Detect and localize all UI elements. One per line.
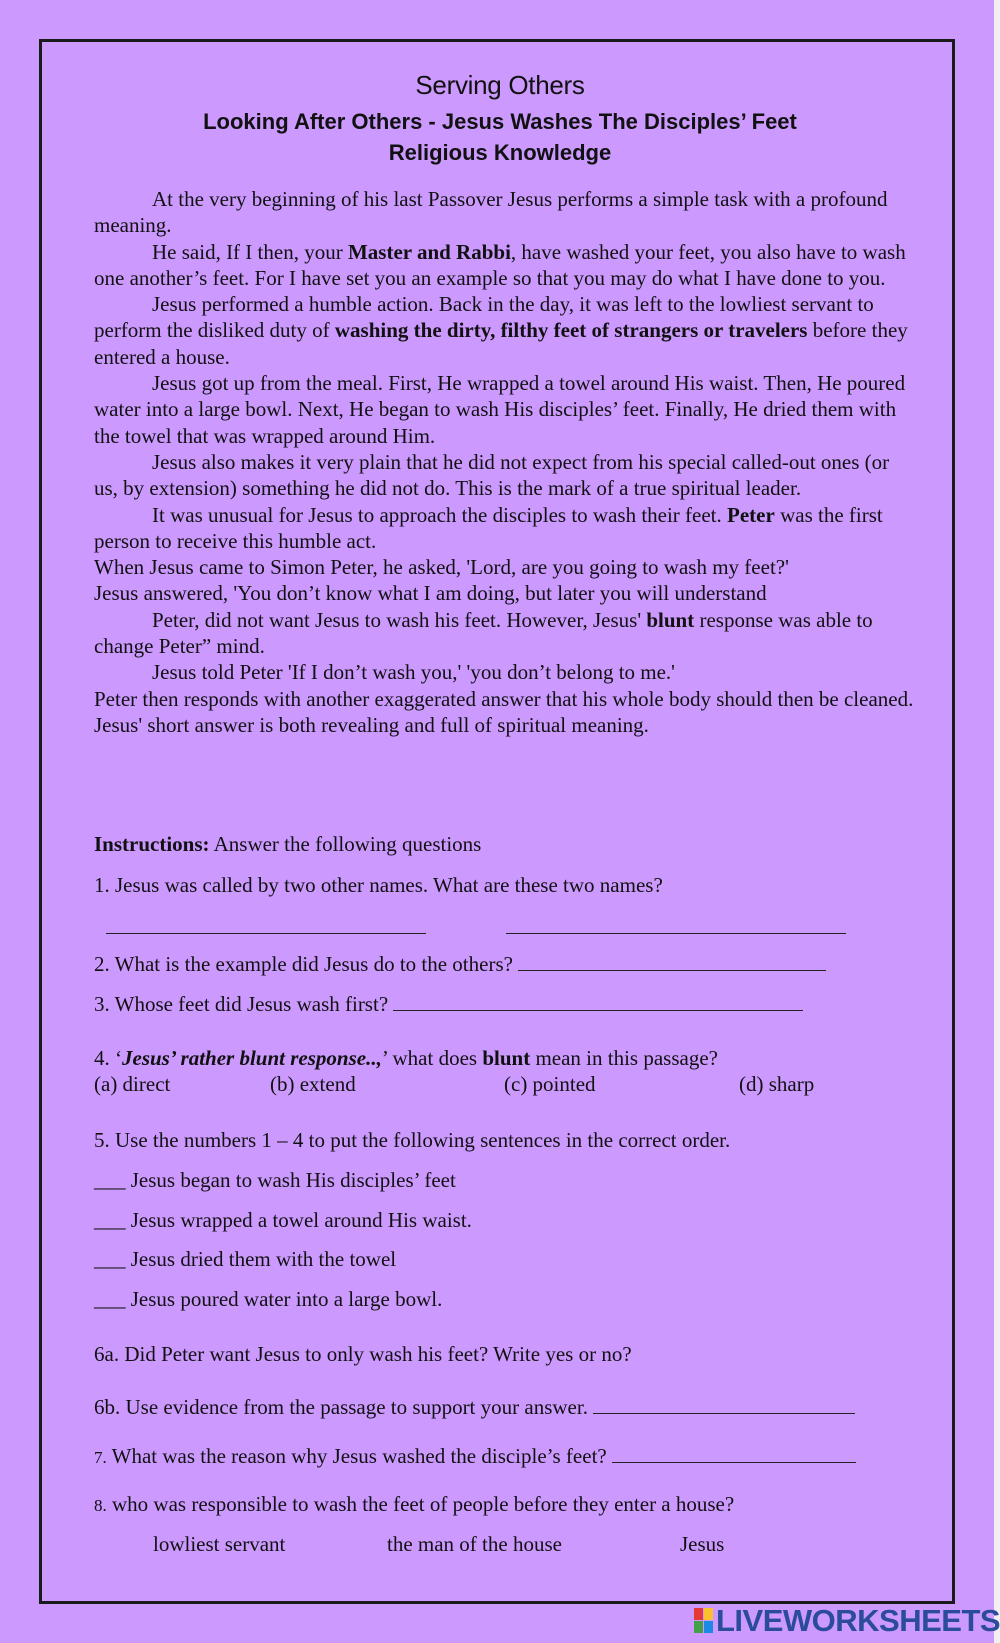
instructions: Instructions: Answer the following questions	[94, 832, 482, 856]
passage-paragraph: It was unusual for Jesus to approach the disciples to wash their feet. Peter was the first person to receive this humble act.	[94, 502, 883, 553]
q4-option-c[interactable]: (c) pointed	[504, 1072, 596, 1096]
question-4: 4. ‘Jesus’ rather blunt response..,’ what does blunt mean in this passage?	[94, 1046, 718, 1070]
question-1: 1. Jesus was called by two other names. What are these two names?	[94, 873, 663, 897]
passage-paragraph: Jesus answered, 'You don’t know what I am doing, but later you will understand	[94, 581, 767, 606]
q4-option-b[interactable]: (b) extend	[270, 1072, 356, 1096]
q8-choice[interactable]: Jesus	[680, 1532, 725, 1556]
q3-answer-line[interactable]	[393, 992, 803, 1011]
reading-passage	[94, 186, 914, 738]
question-6b: 6b. Use evidence from the passage to support your answer.	[94, 1395, 855, 1420]
q7-answer-line[interactable]	[612, 1444, 856, 1463]
liveworksheets-brand	[694, 1605, 1000, 1637]
passage-paragraph: He said, If I then, your Master and Rabbi, have washed your feet, you also have to wash one another’s feet. For I have set you an example so that you may do what I have done to you.	[94, 239, 906, 290]
subject-label: Religious Knowledge	[388, 140, 612, 165]
q5-order-item[interactable]: ___ Jesus poured water into a large bowl.	[94, 1287, 443, 1311]
question-7: 7. What was the reason why Jesus washed the disciple’s feet?	[94, 1444, 856, 1469]
passage-paragraph: Jesus performed a humble action. Back in the day, it was left to the lowliest servant to perform the disliked duty of washing the dirty, filthy feet of strangers or travelers before they entered a house.	[94, 292, 908, 369]
liveworksheets-logo-icon	[694, 1608, 714, 1634]
q5-order-item[interactable]: ___ Jesus began to wash His disciples’ feet	[94, 1168, 456, 1192]
question-5: 5. Use the numbers 1 – 4 to put the following sentences in the correct order.	[94, 1128, 731, 1152]
brand-name: LIVEWORKSHEETS	[716, 1603, 1000, 1638]
question-2: 2. What is the example did Jesus do to the others?	[94, 952, 826, 977]
q4-option-a[interactable]: (a) direct	[94, 1072, 171, 1096]
passage-paragraph: At the very beginning of his last Passover Jesus performs a simple task with a profound meaning.	[94, 187, 888, 238]
passage-paragraph: Jesus told Peter 'If I don’t wash you,' 'you don’t belong to me.'	[152, 660, 675, 685]
question-8: 8. who was responsible to wash the feet of people before they enter a house?	[94, 1492, 735, 1516]
question-6a: 6a. Did Peter want Jesus to only wash his feet? Write yes or no?	[94, 1342, 632, 1366]
q5-order-item[interactable]: ___ Jesus wrapped a towel around His waist.	[94, 1208, 472, 1232]
q8-choice[interactable]: the man of the house	[387, 1532, 562, 1556]
q8-choice[interactable]: lowliest servant	[153, 1532, 286, 1556]
passage-paragraph: Jesus also makes it very plain that he did not expect from his special called-out ones (or us, by extension) something he did not do. This is the mark of a true spiritual leader.	[94, 449, 890, 501]
q1-answer-line-1[interactable]	[106, 933, 426, 934]
page-edge	[994, 0, 1000, 1643]
q5-order-item[interactable]: ___ Jesus dried them with the towel	[94, 1247, 397, 1271]
q4-option-d[interactable]: (d) sharp	[739, 1072, 815, 1096]
passage-paragraph: Peter then responds with another exaggerated answer that his whole body should then be cleaned. Jesus' short answer is both revealing and full of spiritual meaning.	[94, 686, 914, 737]
passage-paragraph: Jesus got up from the meal. First, He wrapped a towel around His waist. Then, He poured water into a large bowl. Next, He began to wash His disciples’ feet. Finally, He dried them with the towel that was wrapped around Him.	[94, 371, 906, 448]
passage-paragraph: Peter, did not want Jesus to wash his feet. However, Jesus' blunt response was able to change Peter” mind.	[94, 607, 873, 659]
page-title: Serving Others	[415, 70, 585, 100]
passage-paragraph: When Jesus came to Simon Peter, he asked, 'Lord, are you going to wash my feet?'	[94, 555, 789, 580]
q2-answer-line[interactable]	[518, 952, 826, 971]
q6b-answer-line[interactable]	[593, 1395, 855, 1414]
q1-answer-line-2[interactable]	[506, 933, 846, 934]
page-subtitle: Looking After Others - Jesus Washes The Disciples’ Feet	[203, 109, 797, 134]
question-3: 3. Whose feet did Jesus wash first?	[94, 992, 803, 1017]
